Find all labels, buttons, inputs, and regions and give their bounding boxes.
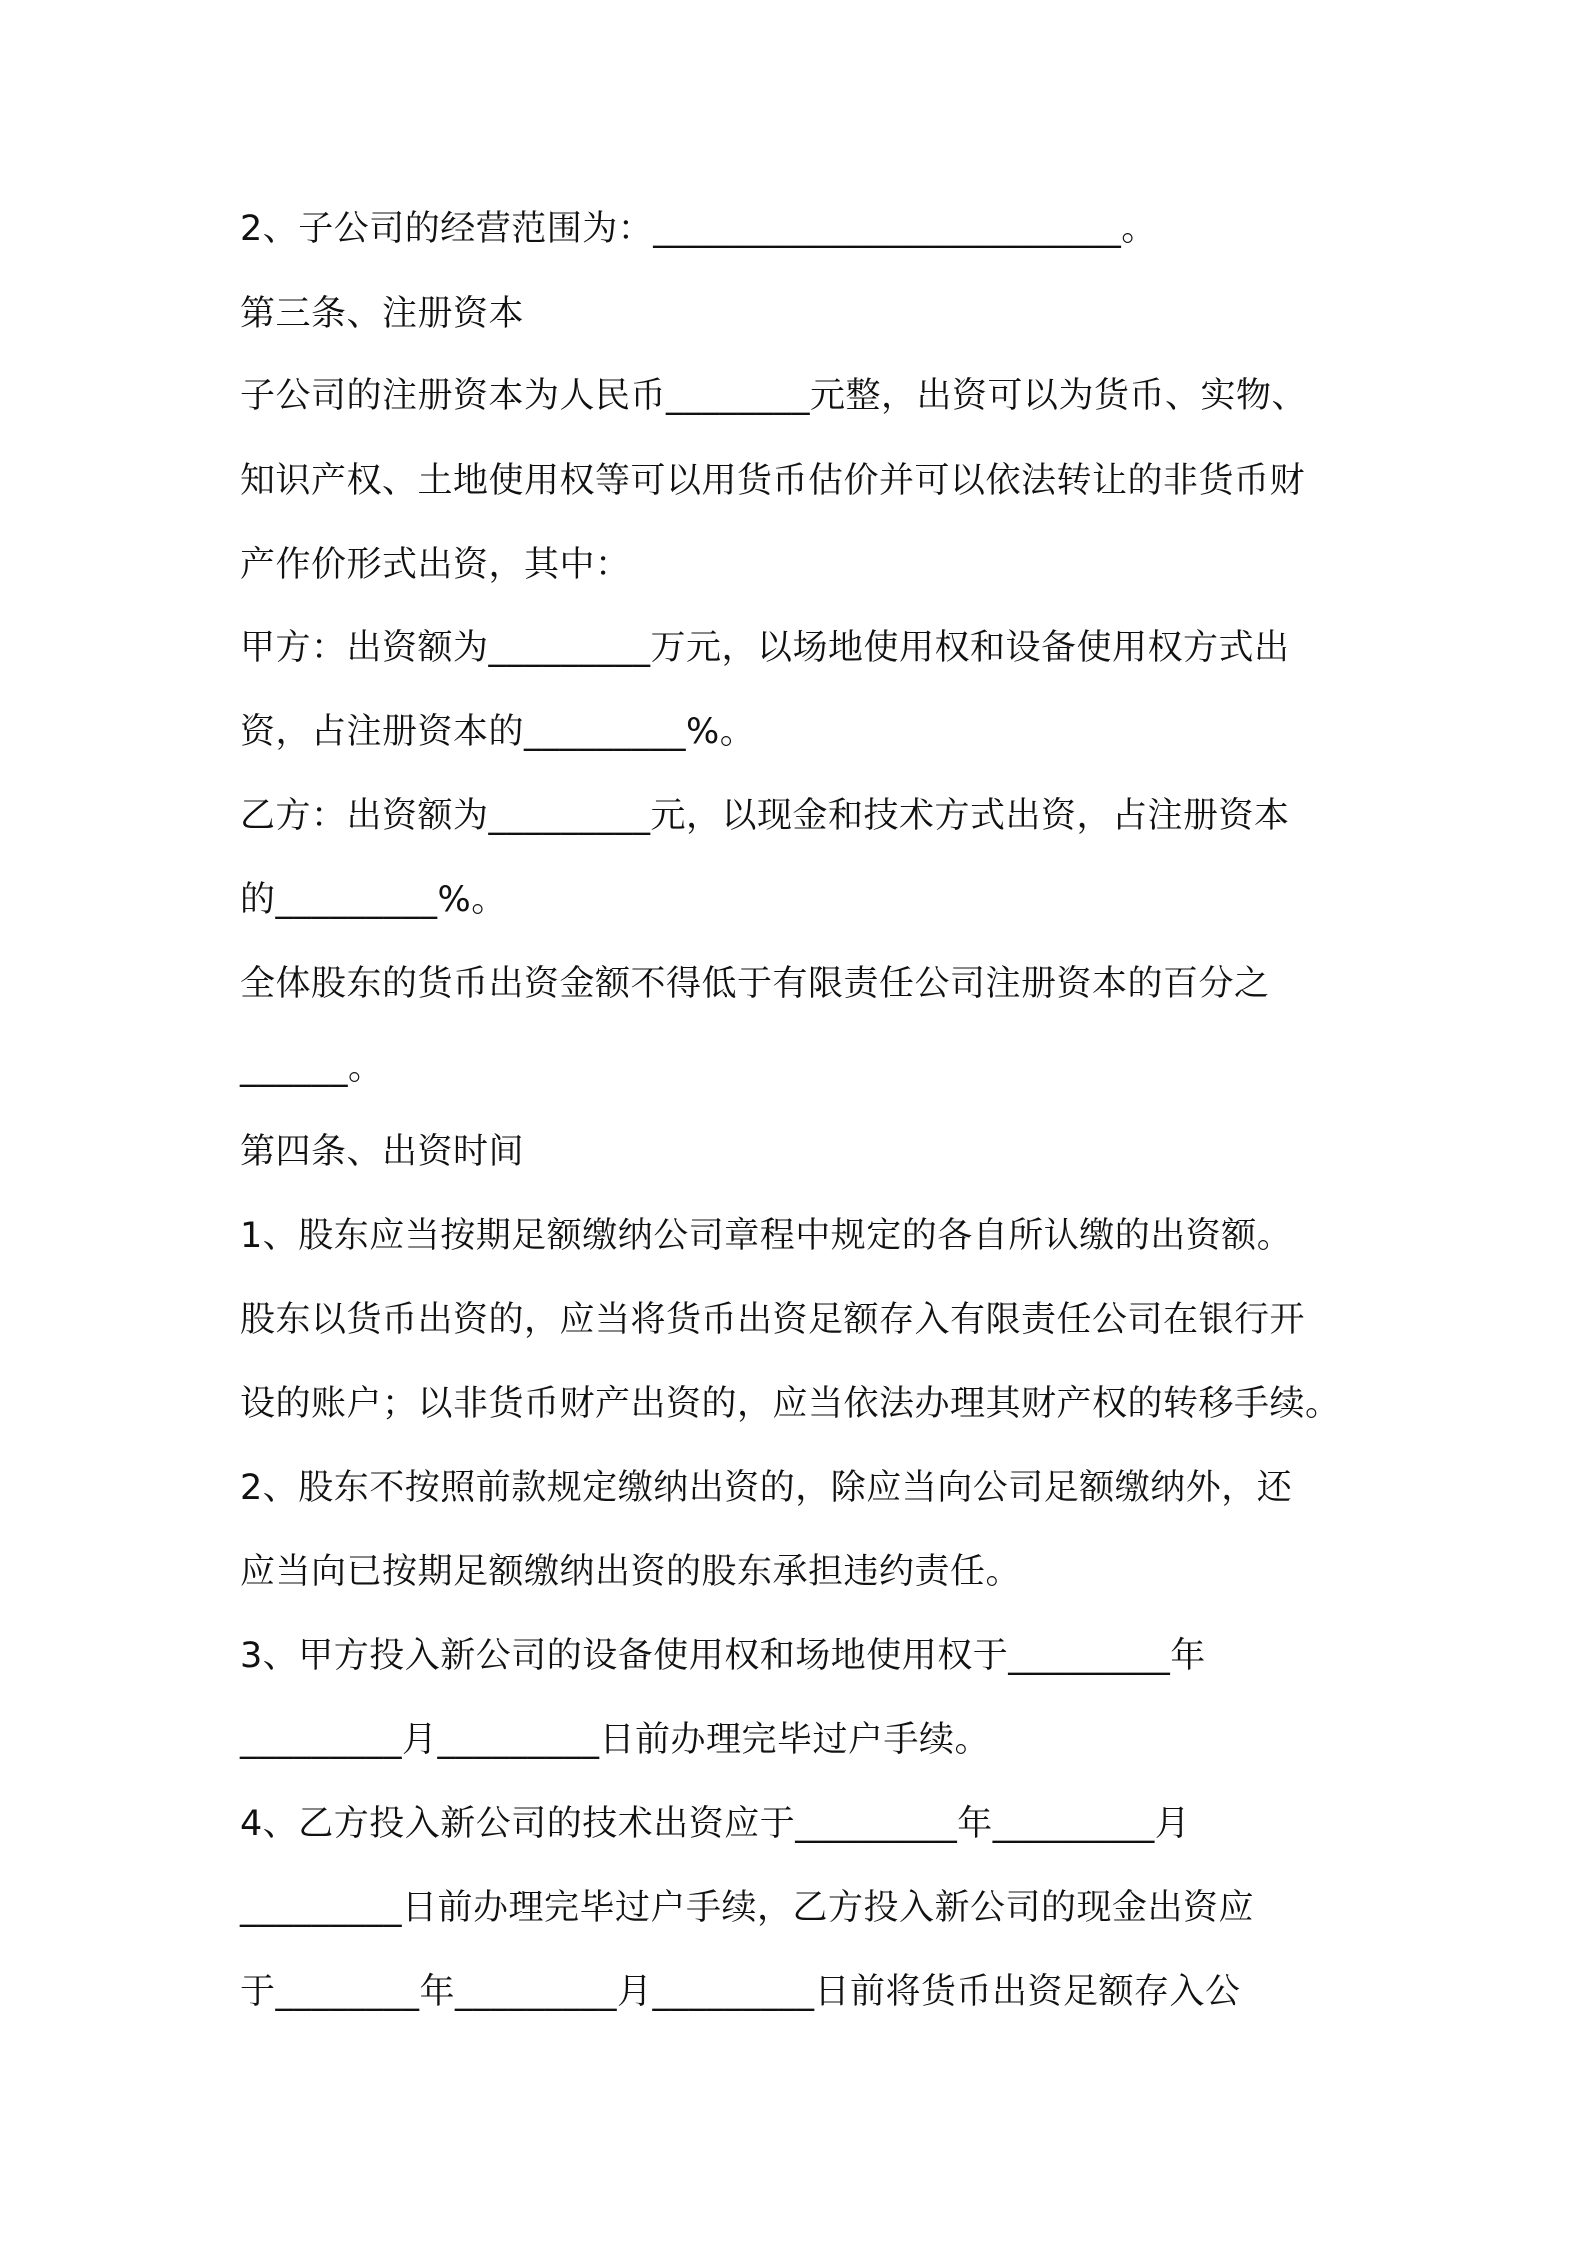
- clause-1-line-3: 设的账户；以非货币财产出资的，应当依法办理其财产权的转移手续。: [240, 1384, 1341, 1424]
- clause-1-line-1: 1、股东应当按期足额缴纳公司章程中规定的各自所认缴的出资额。: [240, 1216, 1293, 1256]
- registered-capital-line-3: 产作价形式出资，其中：: [240, 545, 631, 585]
- clause-3-line-1: 3、甲方投入新公司的设备使用权和场地使用权于_________年: [240, 1636, 1206, 1676]
- party-a-contribution-line-1: 甲方：出资额为_________万元，以场地使用权和设备使用权方式出: [240, 628, 1290, 668]
- party-a-contribution-line-2: 资，占注册资本的_________%。: [240, 712, 756, 752]
- registered-capital-line-1: 子公司的注册资本为人民币________元整，出资可以为货币、实物、: [240, 376, 1308, 416]
- article-3-heading: 第三条、注册资本: [240, 294, 525, 334]
- clause-4-line-3: 于________年_________月_________日前将货币出资足额存入公: [240, 1972, 1241, 2012]
- party-b-contribution-line-1: 乙方：出资额为_________元，以现金和技术方式出资，占注册资本: [240, 796, 1290, 836]
- registered-capital-line-2: 知识产权、土地使用权等可以用货币估价并可以依法转让的非货币财: [240, 461, 1306, 501]
- clause-4-line-1: 4、乙方投入新公司的技术出资应于_________年_________月: [240, 1804, 1191, 1844]
- party-b-contribution-line-2: 的_________%。: [240, 880, 507, 920]
- article-4-heading: 第四条、出资时间: [240, 1132, 525, 1172]
- clause-2-line-1: 2、股东不按照前款规定缴纳出资的，除应当向公司足额缴纳外，还: [240, 1468, 1293, 1508]
- clause-2-line-2: 应当向已按期足额缴纳出资的股东承担违约责任。: [240, 1552, 1022, 1592]
- clause-2-business-scope: 2、子公司的经营范围为：__________________________。: [240, 209, 1157, 249]
- monetary-contribution-line-1: 全体股东的货币出资金额不得低于有限责任公司注册资本的百分之: [240, 964, 1270, 1004]
- monetary-contribution-line-2: ______。: [240, 1048, 384, 1088]
- clause-3-line-2: _________月_________日前办理完毕过户手续。: [240, 1720, 991, 1760]
- clause-1-line-2: 股东以货币出资的，应当将货币出资足额存入有限责任公司在银行开: [240, 1300, 1306, 1340]
- clause-4-line-2: _________日前办理完毕过户手续，乙方投入新公司的现金出资应: [240, 1888, 1255, 1928]
